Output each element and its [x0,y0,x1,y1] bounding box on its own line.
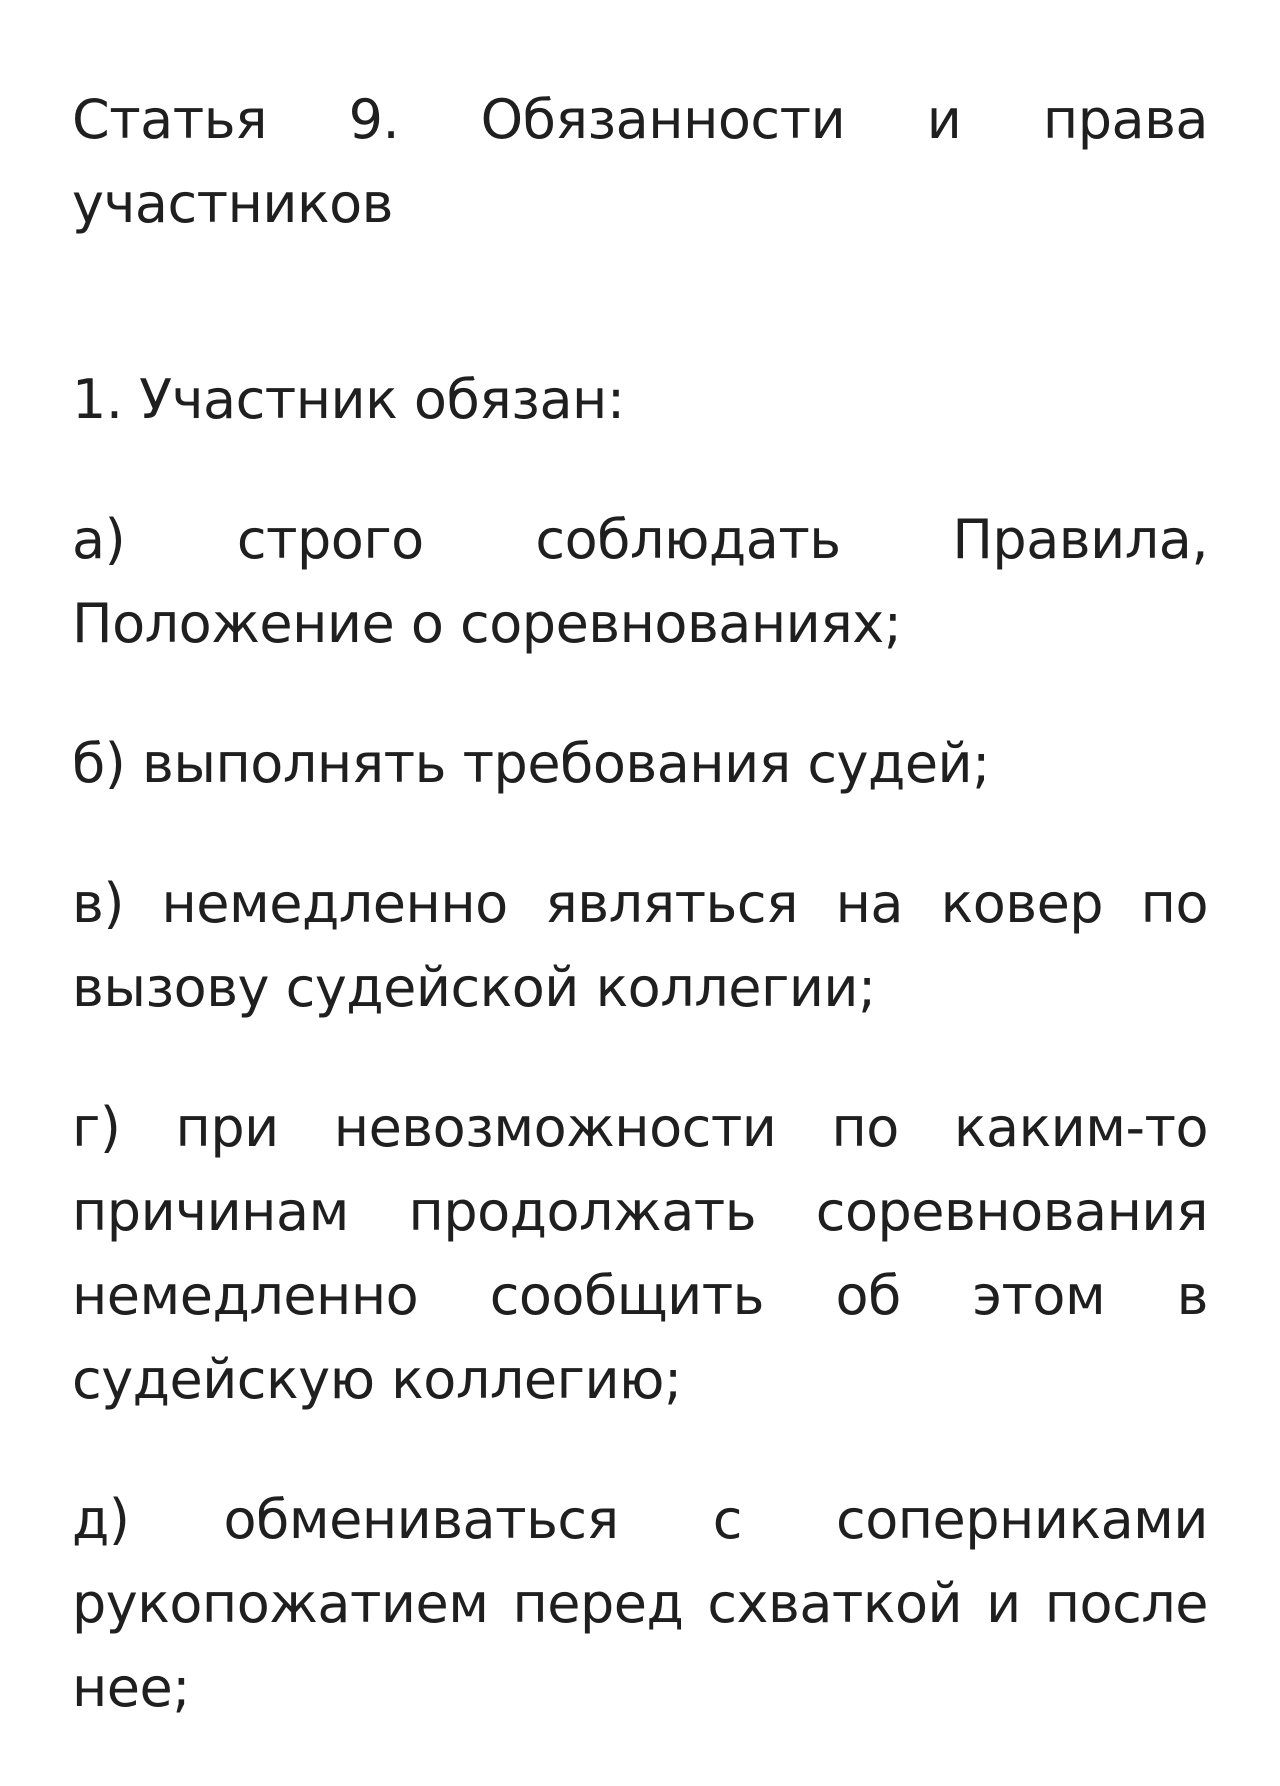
list-item: д) обмениваться с соперниками рукопожатием перед схваткой и после нее; [72,1488,1208,1719]
list-item: г) при невозможности по каким-то причинам продолжать соревнования немедленно сообщить об этом в судейскую коллегию; [72,1096,1208,1411]
list-item: в) немедленно являться на ковер по вызову судейской коллегии; [72,872,1208,1019]
list-item: а) строго соблюдать Правила, Положение о соревнованиях; [72,508,1208,655]
list-item: б) выполнять требования судей; [72,732,990,795]
article-title: Статья 9. Обязанности и права участников [72,88,1208,235]
clause-heading: 1. Участник обязан: [72,368,625,431]
document-page [72,78,1208,1786]
